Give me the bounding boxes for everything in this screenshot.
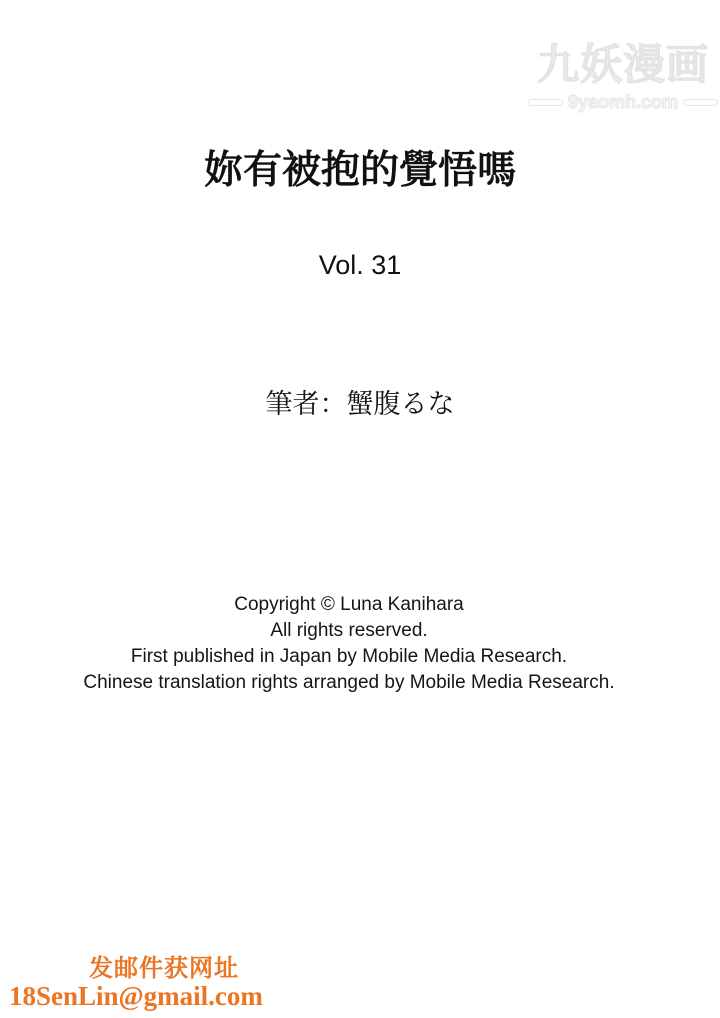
copyright-line-1: Copyright © Luna Kanihara (234, 594, 464, 615)
contact-note: 发邮件获网址 (89, 955, 239, 982)
watermark-dash-right-icon (683, 99, 718, 106)
watermark-site-url: 9yaomh.com (567, 92, 679, 112)
watermark-dash-left-icon (528, 99, 563, 106)
copyright-block (0, 592, 698, 696)
contact-email: 18SenLin@gmail.com (9, 981, 263, 1011)
volume-number: Vol. 31 (318, 250, 402, 280)
watermark-url-row (528, 92, 718, 113)
author-line: 筆者：蟹腹るな (265, 389, 455, 419)
watermark-site-name: 九妖漫画 (536, 41, 709, 88)
book-title: 妳有被抱的覺悟嗎 (203, 149, 516, 192)
site-watermark (528, 42, 718, 113)
copyright-line-2: All rights reserved. (270, 620, 428, 641)
copyright-line-3: First published in Japan by Mobile Media Research. (130, 646, 568, 667)
copyright-line-4: Chinese translation rights arranged by Mobile Media Research. (83, 672, 615, 693)
